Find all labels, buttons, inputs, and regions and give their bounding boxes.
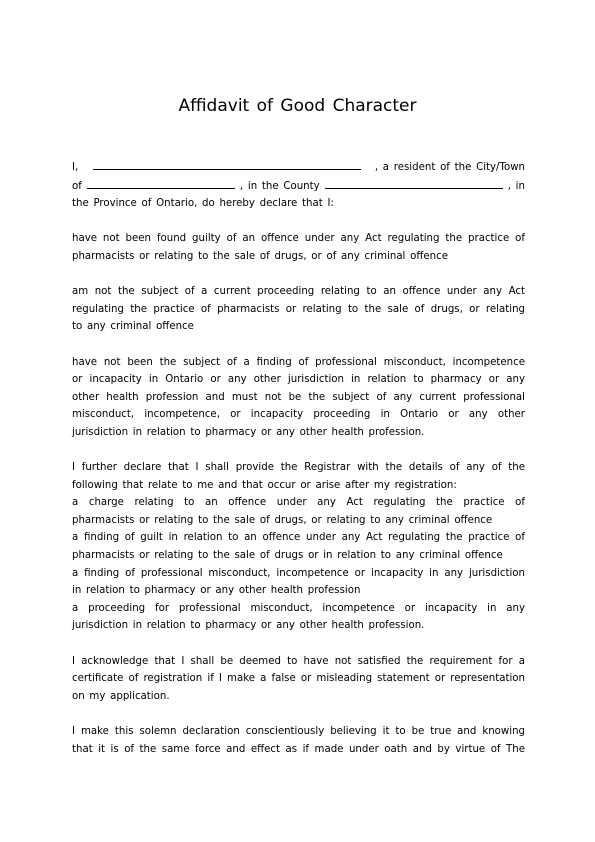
declaration-paragraph <box>72 230 525 265</box>
intro-paragraph <box>72 158 525 213</box>
text-line: a proceeding for professional misconduct, incompetence or incapacity in any <box>72 602 525 614</box>
text-line: certificate of registration if I make a false or misleading statement or representation <box>72 673 525 685</box>
text-line: I make this solemn declaration conscientiously believing it to be true and knowing <box>72 726 525 737</box>
text-line: to any criminal offence <box>72 321 194 333</box>
text-line: pharmacists or relating to the sale of drugs, or relating to any criminal offence <box>72 514 493 526</box>
text-line: a charge relating to an offence under any Act regulating the practice of <box>72 497 525 509</box>
text-line: pharmacists or relating to the sale of drugs or in relation to any criminal offence <box>72 550 503 562</box>
text-line: misconduct, incompetence, or incapacity proceeding in Ontario or any other <box>72 409 525 421</box>
text-line: jurisdiction in relation to pharmacy or any other health profession. <box>72 620 425 632</box>
further-declaration-paragraph <box>72 459 525 635</box>
county-blank[interactable] <box>325 177 503 189</box>
intro-line-1 <box>72 158 525 177</box>
text-line: in relation to pharmacy or any other health profession <box>72 585 361 597</box>
acknowledgement-paragraph <box>72 653 525 706</box>
intro-mid-2: , in the County <box>239 180 320 192</box>
text-line: that it is of the same force and effect as if made under oath and by virtue of The <box>72 743 525 755</box>
document-body <box>72 158 525 776</box>
text-line: following that relate to me and that occur or arise after my registration: <box>72 479 457 491</box>
document-title: Affidavit of Good Character <box>178 96 417 116</box>
intro-suffix-1: , a resident of the City/Town <box>374 162 525 173</box>
text-line: on my application. <box>72 690 170 702</box>
text-line: or incapacity in Ontario or any other jurisdiction in relation to pharmacy or any <box>72 374 525 386</box>
text-line: I further declare that I shall provide the Registrar with the details of any of the <box>72 462 525 474</box>
declaration-paragraph <box>72 354 525 442</box>
text-line: have not been the subject of a finding of professional misconduct, incompetence <box>72 356 525 368</box>
text-line: pharmacists or relating to the sale of drugs, or of any criminal offence <box>72 250 448 262</box>
city-blank[interactable] <box>87 177 235 189</box>
intro-line-3: the Province of Ontario, do hereby declare that I: <box>72 198 334 210</box>
declaration-paragraph <box>72 283 525 336</box>
intro-prefix-1: I, <box>72 162 79 173</box>
text-line: am not the subject of a current proceeding relating to an offence under any Act <box>72 286 525 298</box>
text-line: jurisdiction in relation to pharmacy or any other health profession. <box>72 426 425 438</box>
intro-prefix-2: of <box>72 180 82 192</box>
solemn-declaration-paragraph <box>72 723 525 758</box>
text-line: other health profession and must not be the subject of any current professional <box>72 391 525 403</box>
text-line: have not been found guilty of an offence under any Act regulating the practice of <box>72 233 525 245</box>
text-line: a finding of guilt in relation to an offence under any Act regulating the practice of <box>72 532 525 544</box>
intro-line-2 <box>72 177 525 196</box>
intro-suffix-2: , in <box>507 180 525 192</box>
text-line: I acknowledge that I shall be deemed to have not satisfied the requirement for a <box>72 655 525 667</box>
name-blank[interactable] <box>93 158 361 170</box>
text-line: regulating the practice of pharmacists or relating to the sale of drugs, or relating <box>72 303 525 315</box>
text-line: a finding of professional misconduct, incompetence or incapacity in any jurisdiction <box>72 567 525 579</box>
